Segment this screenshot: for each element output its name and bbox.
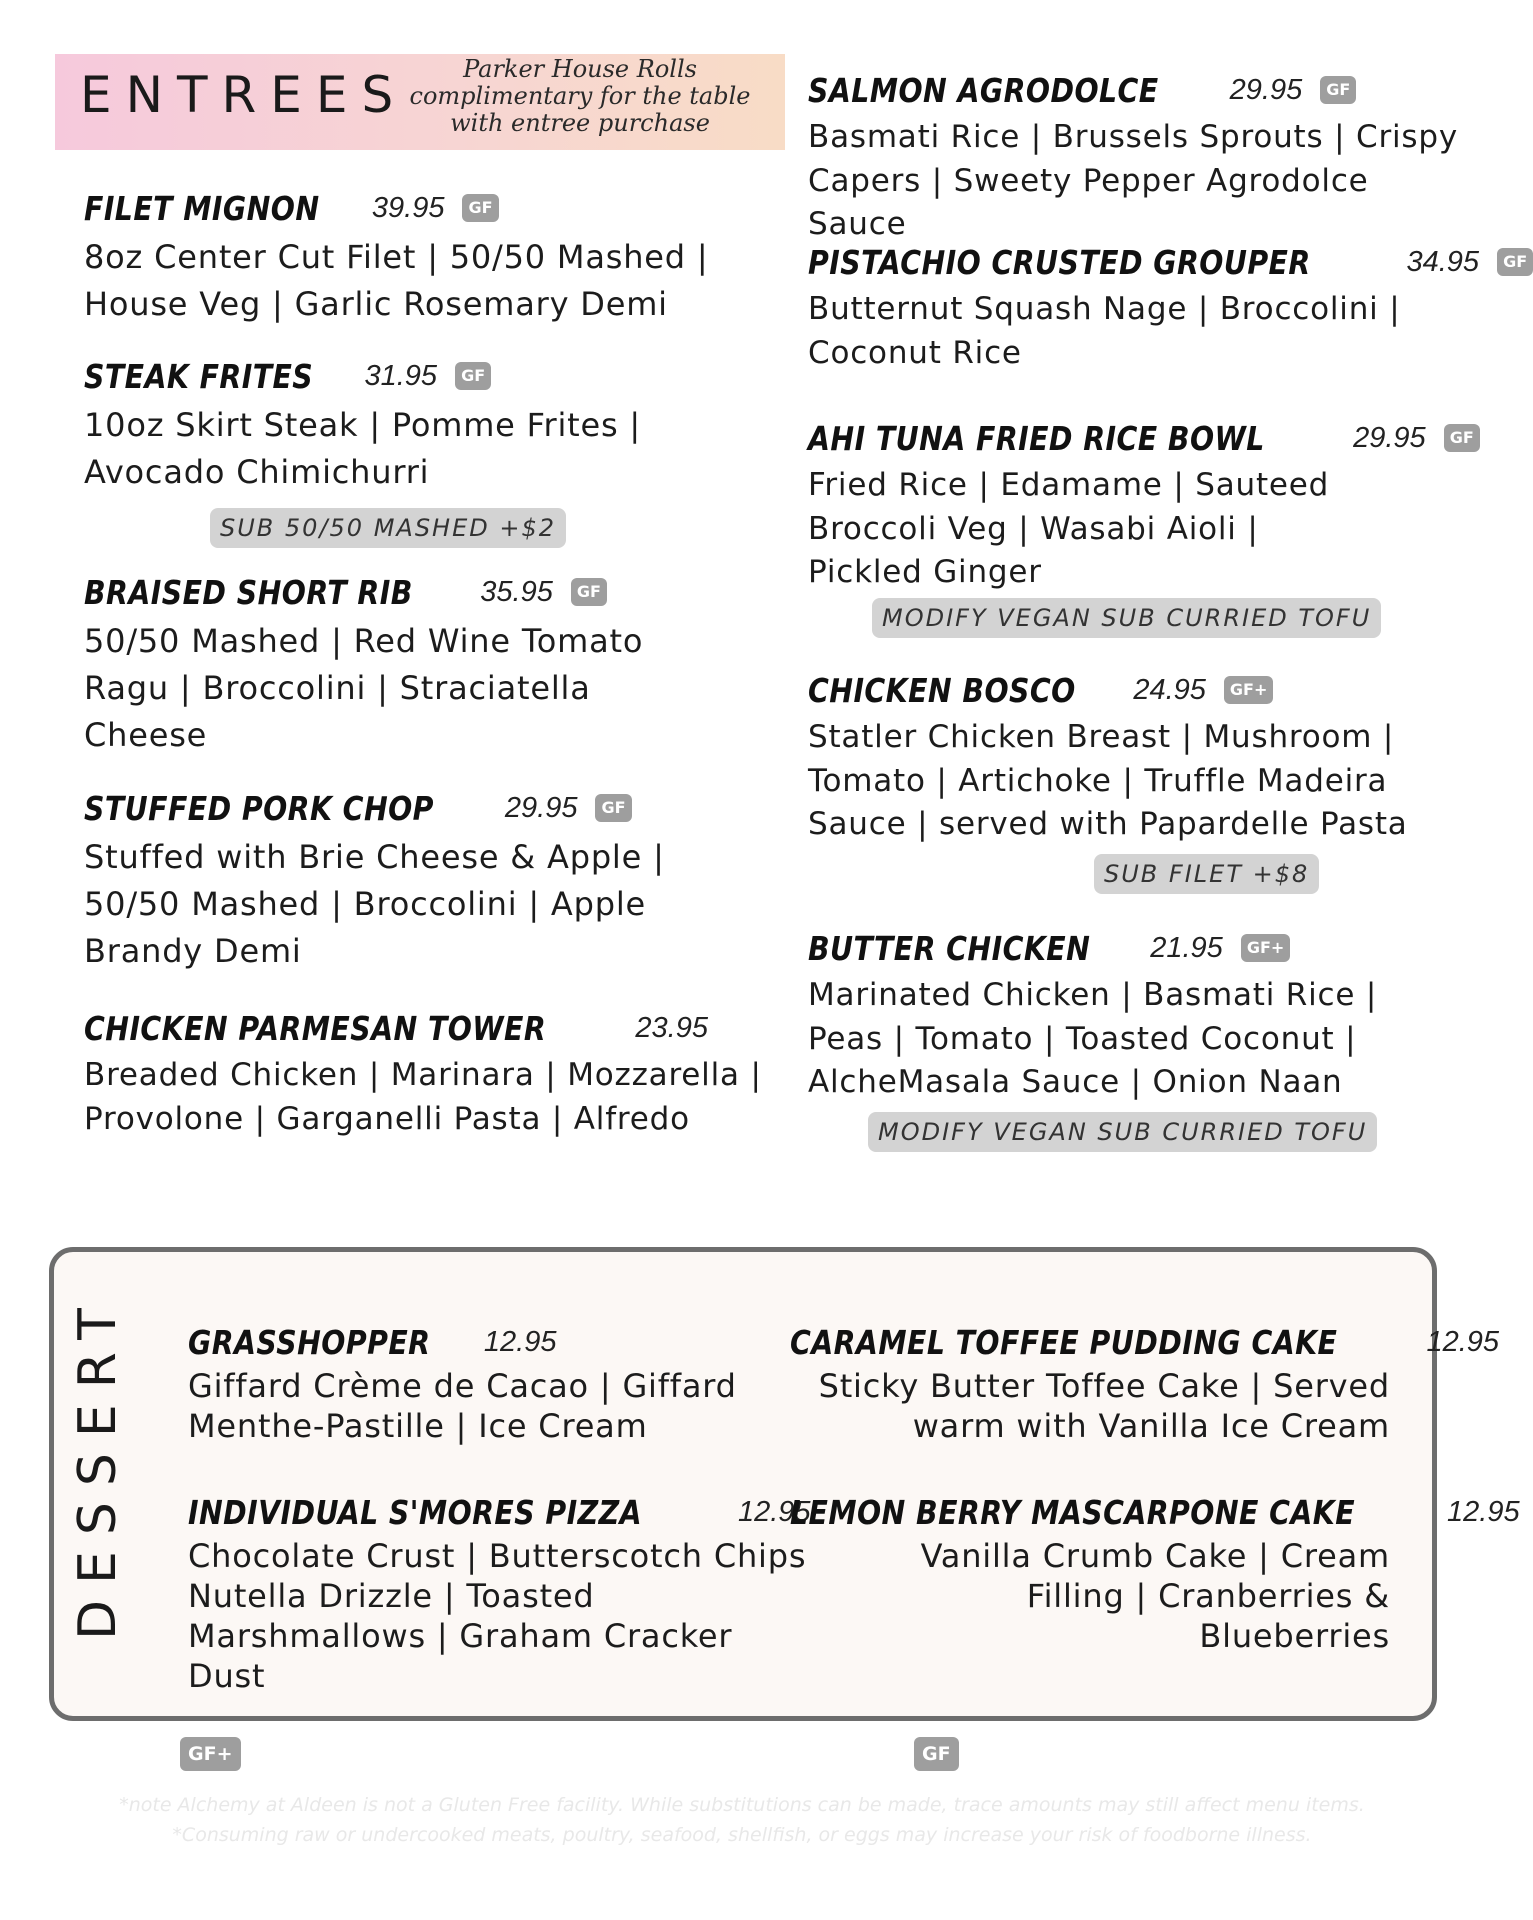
item-desc: Chocolate Crust | Butterscotch Chips Nutella Drizzle | Toasted Marshmallows | Graham Cracker Dust xyxy=(188,1537,807,1695)
rolls-note: Parker House Rolls complimentary for the table with entree purchase xyxy=(409,55,751,137)
dessert-item-caramel-toffee-pudding-cake xyxy=(790,1318,1500,1446)
gf-badge: GF xyxy=(571,578,607,606)
item-price: 31.95 xyxy=(364,359,438,392)
item-name: PISTACHIO CRUSTED GROUPER xyxy=(808,242,1311,282)
menu-item-salmon-agrodolce xyxy=(808,66,1468,247)
item-desc: 50/50 Mashed | Red Wine Tomato Ragu | Broccolini | Straciatella Cheese xyxy=(84,622,644,754)
gf-legend-badge: GF xyxy=(914,1737,959,1771)
gf-badge: GF xyxy=(595,794,631,822)
item-desc: Giffard Crème de Cacao | Giffard Menthe-Pastille | Ice Cream xyxy=(188,1367,737,1445)
sub-mashed-note: SUB 50/50 MASHED +$2 xyxy=(210,508,566,548)
item-price: 24.95 xyxy=(1133,673,1206,706)
item-name: CHICKEN BOSCO xyxy=(808,670,1076,710)
menu-item-ahi-tuna-fried-rice-bowl xyxy=(808,414,1474,595)
item-name: STUFFED PORK CHOP xyxy=(84,788,434,828)
item-name: CHICKEN PARMESAN TOWER xyxy=(84,1008,547,1048)
item-desc: Sticky Butter Toffee Cake | Served warm with Vanilla Ice Cream xyxy=(818,1367,1390,1445)
item-price: 34.95 xyxy=(1406,245,1480,278)
item-name: FILET MIGNON xyxy=(84,188,320,228)
gf-plus-legend-badge: GF+ xyxy=(180,1737,241,1771)
menu-item-pistachio-crusted-grouper xyxy=(808,238,1528,375)
item-desc: Breaded Chicken | Marinara | Mozzarella | Provolone | Garganelli Pasta | Alfredo xyxy=(84,1057,762,1137)
menu-item-braised-short-rib xyxy=(84,568,724,759)
item-price: 35.95 xyxy=(480,575,553,608)
item-price: 12.95 xyxy=(483,1325,557,1358)
item-name: GRASSHOPPER xyxy=(188,1322,431,1362)
item-desc: Fried Rice | Edamame | Sauteed Broccoli Veg | Wasabi Aioli | Pickled Ginger xyxy=(808,467,1330,590)
modify-vegan-note: MODIFY VEGAN SUB CURRIED TOFU xyxy=(868,1112,1377,1152)
item-name: STEAK FRITES xyxy=(84,356,314,396)
item-name: CARAMEL TOFFEE PUDDING CAKE xyxy=(790,1322,1338,1362)
sub-filet-note: SUB FILET +$8 xyxy=(1094,854,1319,894)
item-desc: 8oz Center Cut Filet | 50/50 Mashed | House Veg | Garlic Rosemary Demi xyxy=(84,238,709,323)
item-desc: Statler Chicken Breast | Mushroom | Tomato | Artichoke | Truffle Madeira Sauce | served with Papardelle Pasta xyxy=(808,719,1408,842)
item-desc: Butternut Squash Nage | Broccolini | Coconut Rice xyxy=(808,291,1401,371)
item-desc: Marinated Chicken | Basmati Rice | Peas | Tomato | Toasted Coconut | AlcheMasala Sauce | Onion Naan xyxy=(808,977,1378,1100)
item-name: BUTTER CHICKEN xyxy=(808,928,1091,968)
menu-item-chicken-bosco xyxy=(808,666,1408,847)
gf-badge: GF xyxy=(1444,424,1480,452)
item-name: INDIVIDUAL S'MORES PIZZA xyxy=(188,1492,643,1532)
item-name: BRAISED SHORT RIB xyxy=(84,572,413,612)
item-desc: 10oz Skirt Steak | Pomme Frites | Avocado Chimichurri xyxy=(84,406,642,491)
dessert-item-lemon-berry-mascarpone-cake xyxy=(790,1488,1520,1656)
menu-item-stuffed-pork-chop xyxy=(84,784,724,975)
dessert-item-smores-pizza xyxy=(188,1488,828,1696)
item-price: 29.95 xyxy=(504,791,578,824)
entrees-title: ENTREES xyxy=(80,66,408,124)
item-name: AHI TUNA FRIED RICE BOWL xyxy=(808,418,1265,458)
item-price: 29.95 xyxy=(1353,421,1426,454)
menu-item-butter-chicken xyxy=(808,924,1408,1105)
footnote-gluten: *note Alchemy at Aldeen is not a Gluten Free facility. While substitutions can be made, trace amounts may still affect menu items. xyxy=(119,1794,1365,1816)
item-desc: Stuffed with Brie Cheese & Apple | 50/50 Mashed | Broccolini | Apple Brandy Demi xyxy=(84,838,665,970)
item-desc: Vanilla Crumb Cake | Cream Filling | Cranberries & Blueberries xyxy=(920,1537,1390,1655)
item-price: 39.95 xyxy=(371,191,445,224)
gf-badge: GF xyxy=(462,194,498,222)
menu-item-filet-mignon xyxy=(84,184,724,328)
gf-badge: GF xyxy=(455,362,491,390)
item-price: 21.95 xyxy=(1150,931,1223,964)
item-price: 29.95 xyxy=(1229,73,1303,106)
item-desc: Basmati Rice | Brussels Sprouts | Crispy Capers | Sweety Pepper Agrodolce Sauce xyxy=(808,119,1458,242)
gf-badge: GF xyxy=(1320,76,1356,104)
item-name: SALMON AGRODOLCE xyxy=(808,70,1159,110)
modify-vegan-note: MODIFY VEGAN SUB CURRIED TOFU xyxy=(872,598,1381,638)
item-price: 12.95 xyxy=(737,1495,811,1528)
menu-item-steak-frites xyxy=(84,352,724,496)
gf-plus-badge: GF+ xyxy=(1224,676,1273,704)
menu-item-chicken-parmesan-tower xyxy=(84,1004,784,1141)
item-price: 23.95 xyxy=(635,1011,708,1044)
item-name: LEMON BERRY MASCARPONE CAKE xyxy=(790,1492,1356,1532)
dessert-title: DESSERT xyxy=(68,1292,128,1640)
item-price: 12.95 xyxy=(1447,1495,1520,1528)
gf-plus-badge: GF+ xyxy=(1241,934,1290,962)
item-price: 12.95 xyxy=(1426,1325,1500,1358)
footnote-raw-food: *Consuming raw or undercooked meats, poultry, seafood, shellfish, or eggs may increase your risk of foodborne illness. xyxy=(172,1824,1312,1846)
gf-badge: GF xyxy=(1497,248,1533,276)
dessert-item-grasshopper xyxy=(188,1318,778,1446)
